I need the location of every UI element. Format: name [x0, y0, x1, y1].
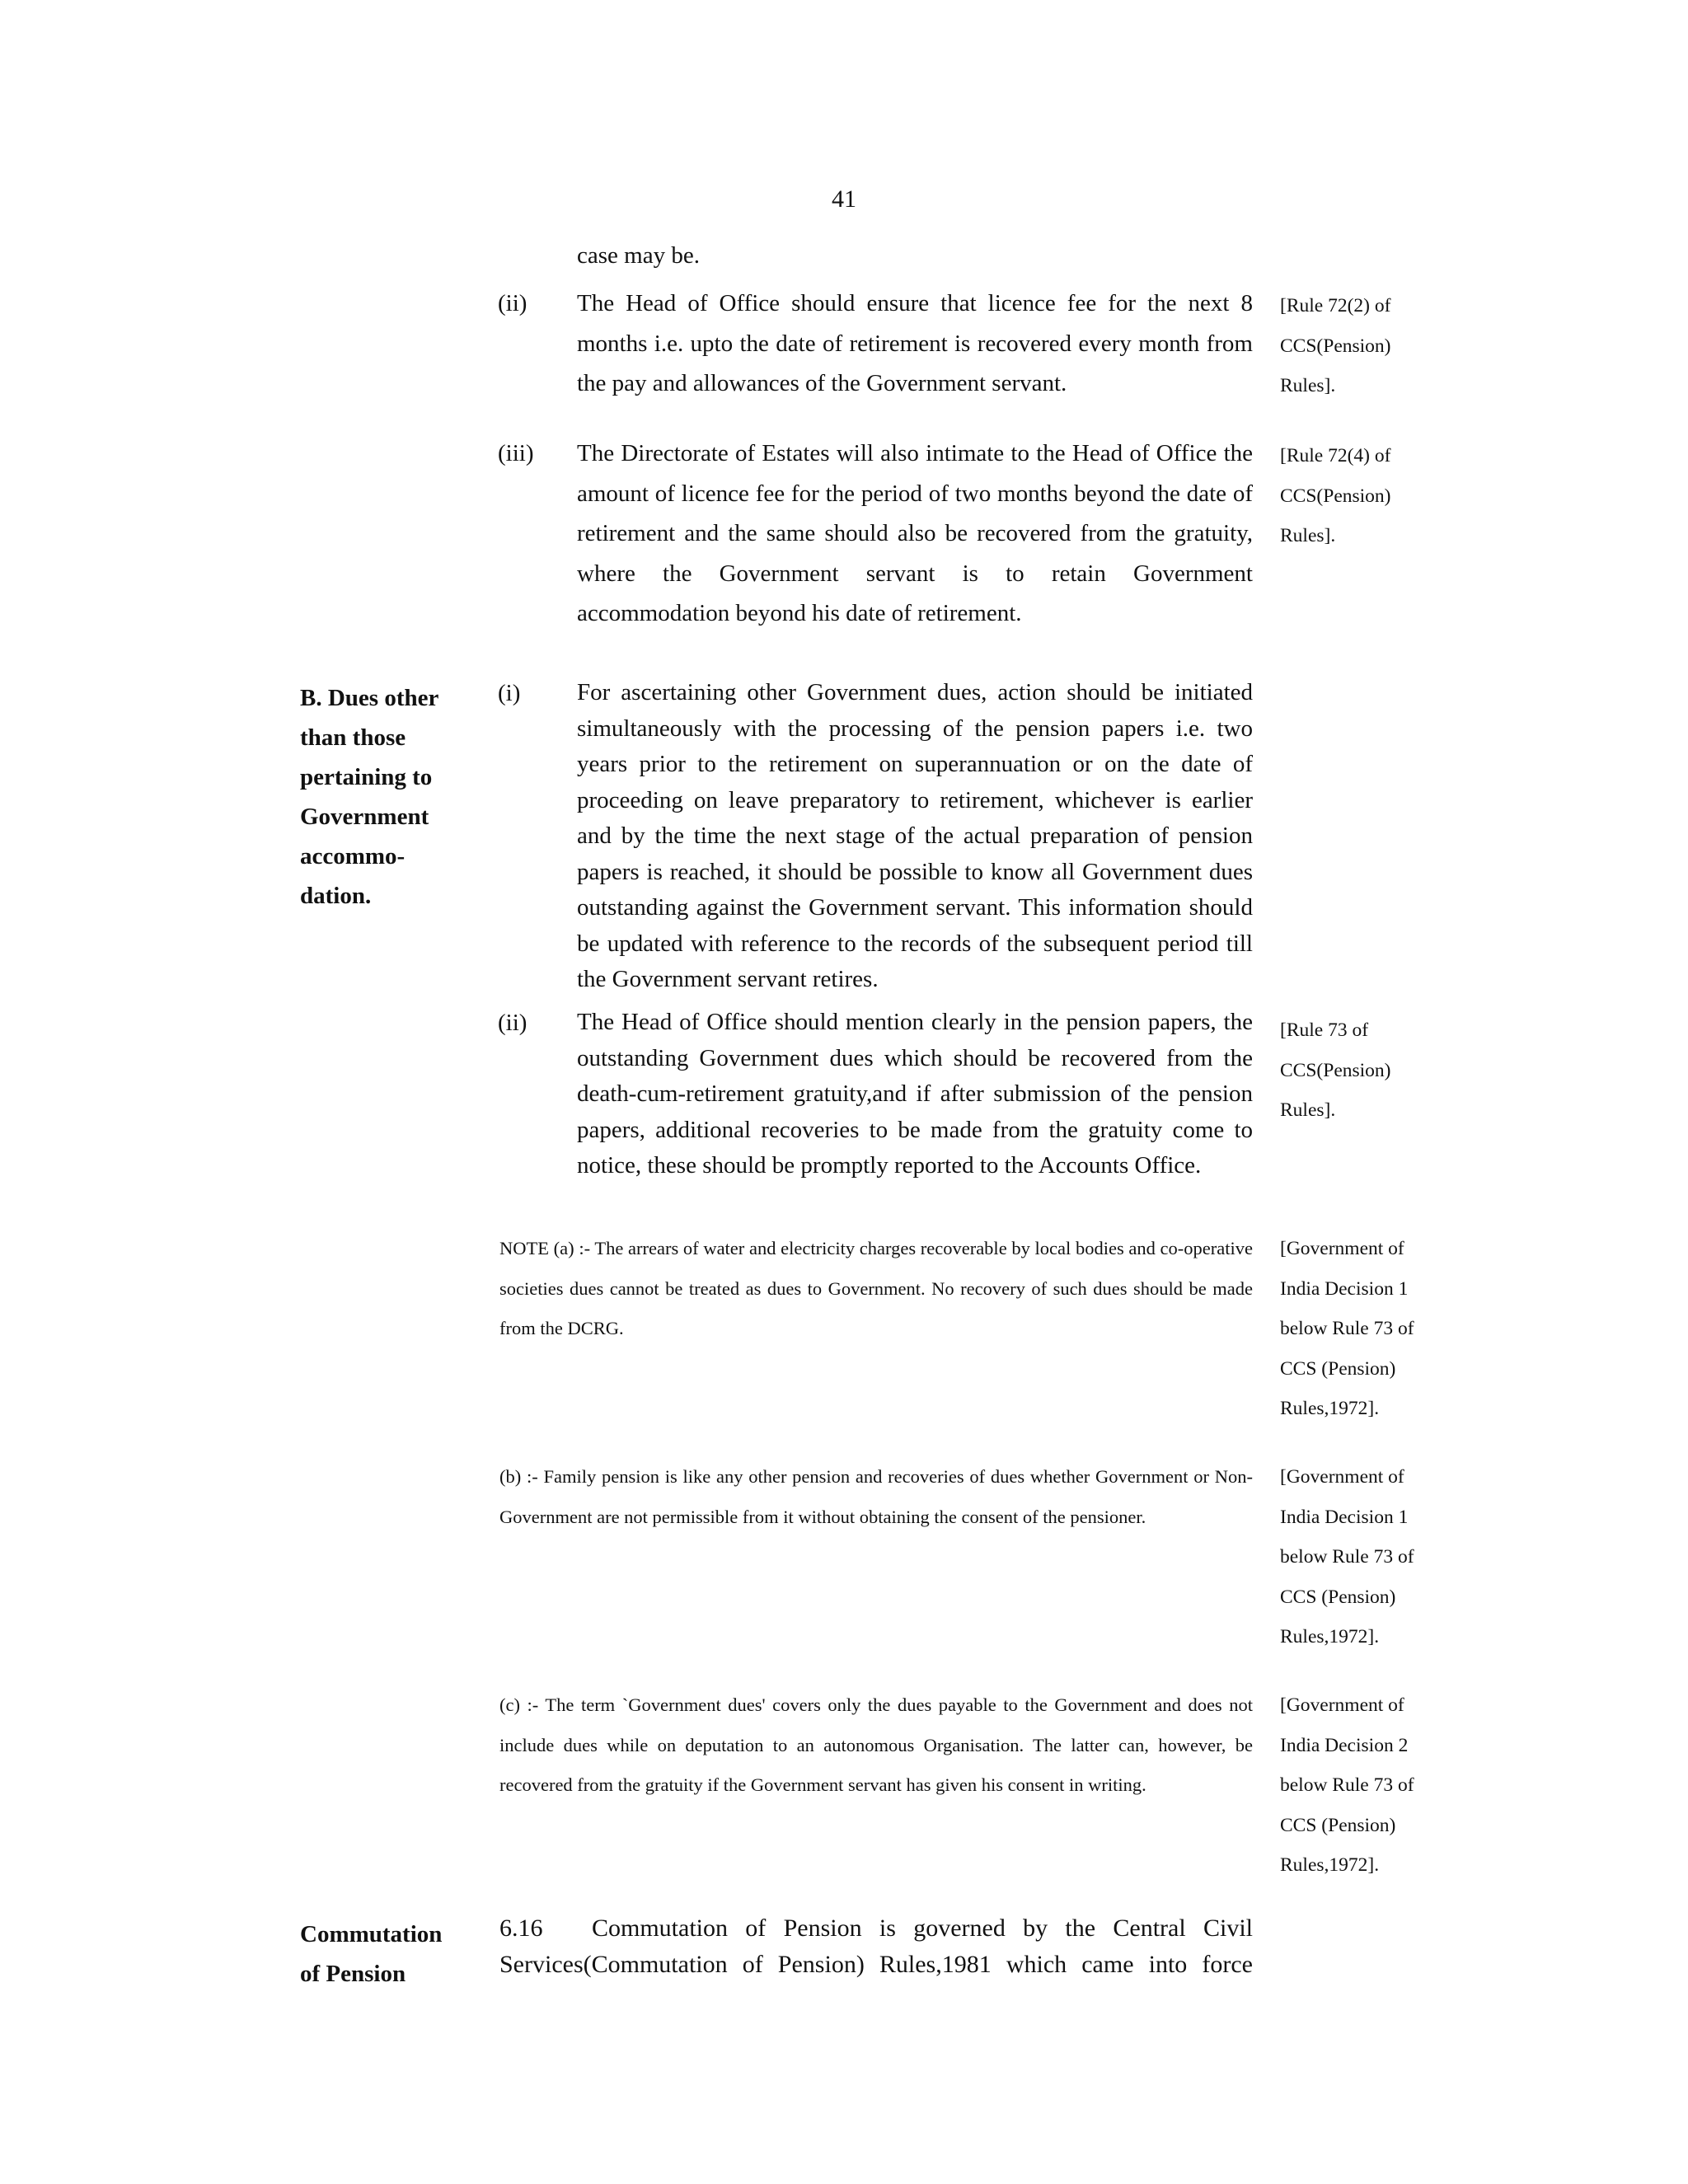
note-reference: [Government of India Decision 1 below Rule 73 of CCS (Pension) Rules,1972]. — [1280, 1466, 1414, 1647]
note-a: NOTE (a) :- The arrears of water and electricity charges recoverable by local bodies and co-operative societies dues cannot be treated as dues to Government. No recovery of such dues should be made from the DCRG. — [499, 1238, 1253, 1338]
item-number: (ii) — [498, 290, 528, 316]
paragraph-number: 6.16 — [499, 1915, 543, 1942]
note-reference: [Government of India Decision 1 below Rule 73 of CCS (Pension) Rules,1972]. — [1280, 1238, 1414, 1419]
note-reference: [Government of India Decision 2 below Rule 73 of CCS (Pension) Rules,1972]. — [1280, 1694, 1414, 1876]
item-number: (ii) — [498, 1010, 528, 1036]
page-number: 41 — [832, 185, 856, 213]
item-number: (iii) — [498, 440, 534, 466]
item-text: The Head of Office should mention clearly in the pension papers, the outstanding Government dues which should be recovered from the death-cum-retirement gratuity,and if after submission of the pension papers, additional recoveries to be made from the gratuity come to notice, these should be promptly reported to the Accounts Office. — [577, 1009, 1253, 1179]
paragraph-text: Commutation of Pension is governed by the Central Civil Services(Commutation of Pension) Rules,1981 which came into force — [499, 1915, 1253, 1978]
note-b: (b) :- Family pension is like any other pension and recoveries of dues whether Government or Non-Government are not permissible from it without obtaining the consent of the pensioner. — [499, 1466, 1253, 1527]
rule-reference: [Rule 73 of CCS(Pension) Rules]. — [1280, 1019, 1391, 1121]
item-number: (i) — [498, 680, 521, 706]
note-c: (c) :- The term `Government dues' covers only the dues payable to the Government and does not include dues while on deputation to an autonomous Organisation. The latter can, however, be recovered from the gratuity if the Government servant has given his consent in writing. — [499, 1694, 1253, 1795]
rule-reference: [Rule 72(2) of CCS(Pension) Rules]. — [1280, 295, 1391, 396]
side-heading-section-b: B. Dues other than those pertaining to Government accommo- dation. — [300, 685, 439, 909]
item-text: The Directorate of Estates will also intimate to the Head of Office the amount of licence fee for the period of two months beyond the date of retirement and the same should also be recovered from the gratuity, where the Government servant is to retain Government accommodation beyond his date of retirement. — [577, 440, 1253, 626]
side-heading-commutation: Commutation of Pension — [300, 1921, 443, 1985]
continuation-text: case may be. — [577, 242, 700, 269]
item-text: For ascertaining other Government dues, action should be initiated simultaneously with the processing of the pension papers i.e. two years prior to the retirement on superannuation or on the date of proceeding on leave preparatory to retirement, whichever is earlier and by the time the next stage of the actual preparation of pension papers is reached, it should be possible to know all Government dues outstanding against the Government servant. This information should be updated with reference to the records of the subsequent period till the Government servant retires. — [577, 679, 1253, 992]
paragraph-container — [499, 1910, 1253, 1986]
rule-reference: [Rule 72(4) of CCS(Pension) Rules]. — [1280, 445, 1391, 546]
item-text: The Head of Office should ensure that licence fee for the next 8 months i.e. upto the date of retirement is recovered every month from the pay and allowances of the Government servant. — [577, 290, 1253, 396]
